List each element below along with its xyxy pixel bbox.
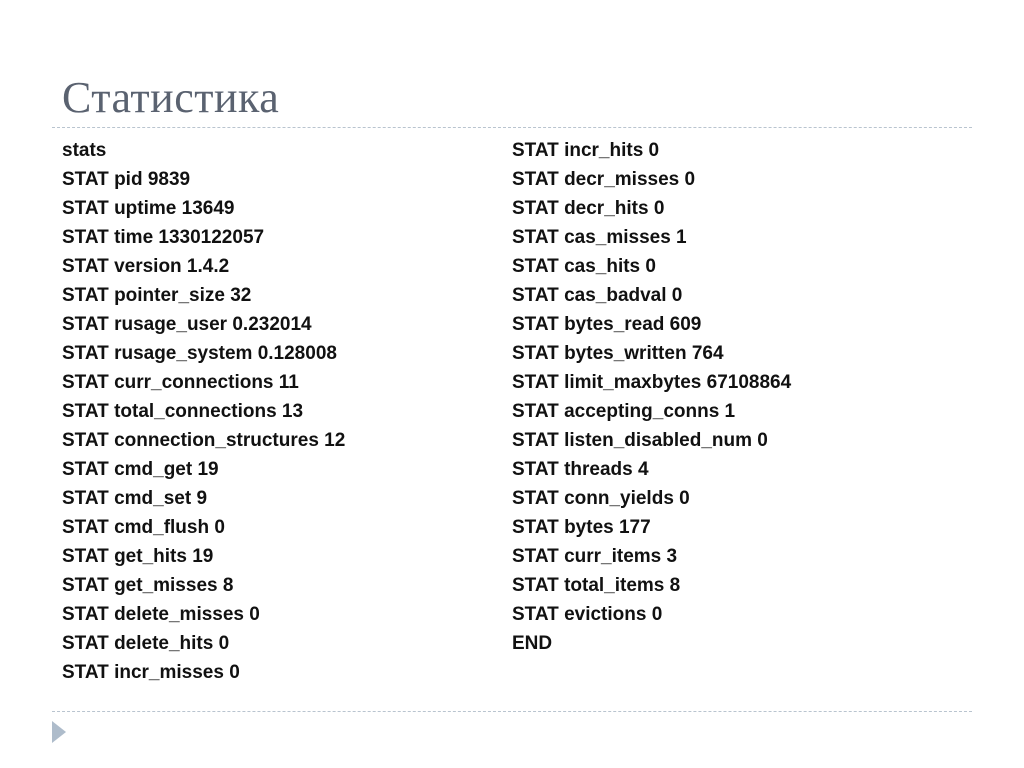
stat-line: STAT version 1.4.2: [62, 256, 230, 277]
stat-line: STAT conn_yields 0: [512, 488, 690, 509]
stat-line: STAT curr_items 3: [512, 546, 678, 567]
stat-line: STAT time 1330122057: [62, 227, 265, 248]
stat-line: STAT curr_connections 11: [62, 372, 299, 393]
stat-line: STAT evictions 0: [512, 604, 663, 625]
stat-line: STAT incr_hits 0: [512, 140, 660, 161]
stat-line: STAT get_misses 8: [62, 575, 234, 596]
stat-line: STAT delete_hits 0: [62, 633, 230, 654]
stat-line: STAT threads 4: [512, 459, 649, 480]
stat-line: STAT uptime 13649: [62, 198, 235, 219]
stat-line: STAT incr_misses 0: [62, 662, 240, 683]
slide-title: Статистика: [62, 73, 280, 122]
stat-line: STAT bytes_written 764: [512, 343, 724, 364]
stat-line: STAT cmd_set 9: [62, 488, 208, 509]
stat-line: STAT total_connections 13: [62, 401, 304, 422]
stat-line: STAT cmd_get 19: [62, 459, 219, 480]
stat-line: STAT bytes 177: [512, 517, 651, 538]
title-divider: [52, 127, 972, 128]
stat-line: STAT accepting_conns 1: [512, 401, 736, 422]
stats-column-left: [62, 136, 345, 687]
stat-line: STAT rusage_user 0.232014: [62, 314, 312, 335]
stat-line: STAT cas_misses 1: [512, 227, 687, 248]
stat-line: STAT pid 9839: [62, 169, 191, 190]
stat-line: STAT get_hits 19: [62, 546, 214, 567]
stat-line: STAT cas_hits 0: [512, 256, 656, 277]
stat-line: STAT listen_disabled_num 0: [512, 430, 768, 451]
triangle-right-icon[interactable]: [52, 721, 66, 743]
stat-line: STAT pointer_size 32: [62, 285, 252, 306]
stat-line: STAT connection_structures 12: [62, 430, 346, 451]
stat-line: STAT decr_hits 0: [512, 198, 665, 219]
stat-line: STAT limit_maxbytes 67108864: [512, 372, 792, 393]
stat-line: STAT decr_misses 0: [512, 169, 696, 190]
stats-column-right: [512, 136, 791, 658]
stat-line: STAT total_items 8: [512, 575, 681, 596]
stat-line: STAT cas_badval 0: [512, 285, 683, 306]
stat-line: STAT cmd_flush 0: [62, 517, 225, 538]
stat-line: STAT rusage_system 0.128008: [62, 343, 337, 364]
stat-line: stats: [62, 140, 107, 161]
stat-line: END: [512, 633, 553, 654]
footer-divider: [52, 711, 972, 712]
stat-line: STAT bytes_read 609: [512, 314, 702, 335]
stat-line: STAT delete_misses 0: [62, 604, 260, 625]
